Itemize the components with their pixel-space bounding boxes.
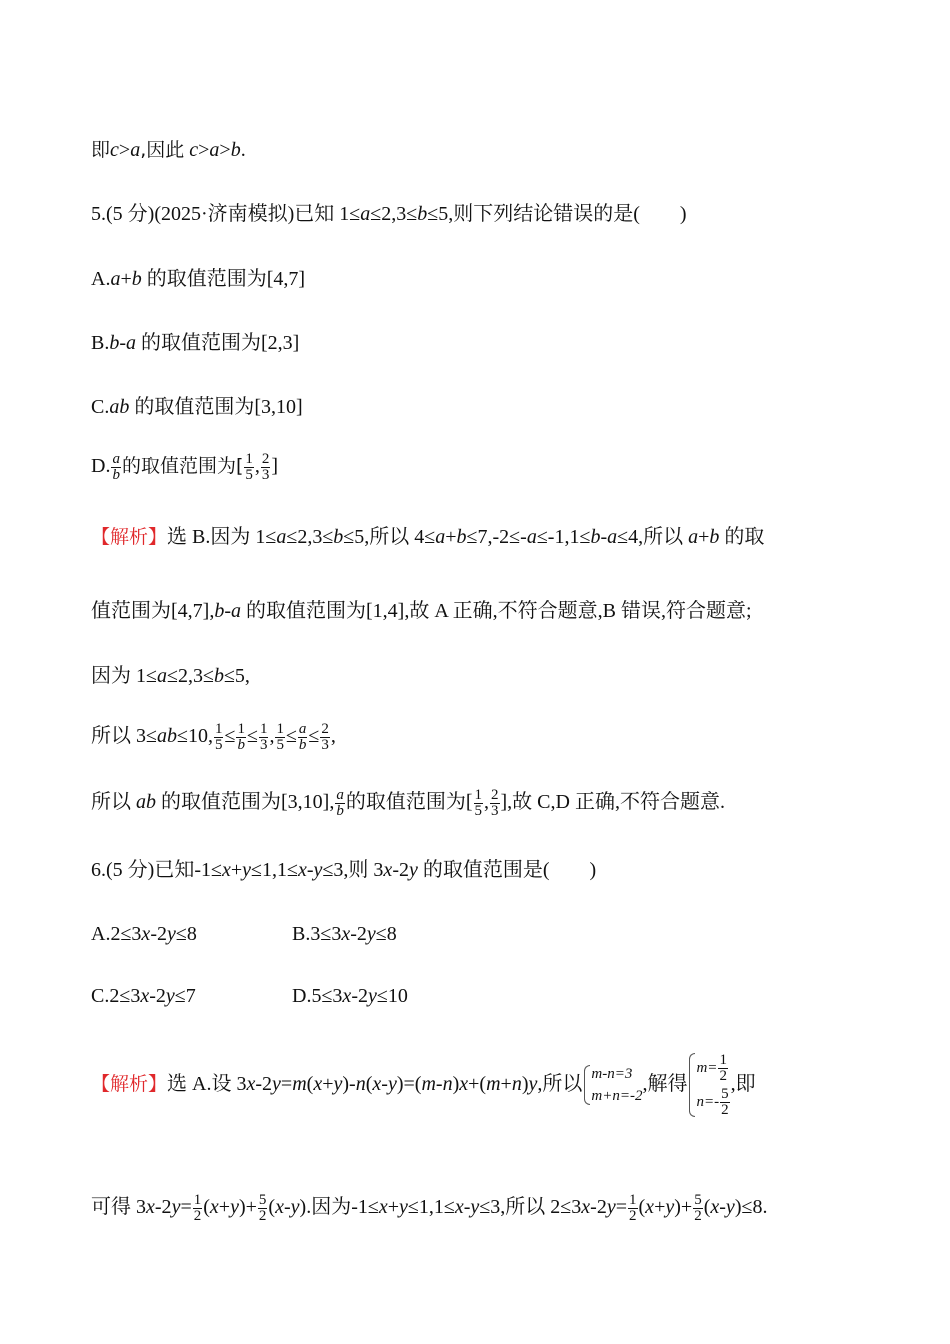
denominator: 5 <box>474 803 482 819</box>
var: x <box>221 859 231 881</box>
text: , <box>269 725 275 748</box>
var: y <box>290 1196 300 1219</box>
intro-line <box>91 136 246 164</box>
fraction <box>474 788 484 819</box>
var: x <box>342 985 352 1007</box>
text: ≤2,3≤ <box>286 526 334 548</box>
text: ( <box>638 1196 646 1219</box>
text: )+ <box>238 1196 257 1219</box>
option-label: C.2≤3 <box>91 985 141 1007</box>
var: b <box>709 526 720 548</box>
option-a[interactable] <box>91 923 197 945</box>
fraction <box>693 1193 703 1224</box>
text: - <box>306 859 314 881</box>
var: m <box>292 1073 307 1095</box>
var: x <box>313 1073 323 1095</box>
var: x <box>378 1196 388 1219</box>
var: x <box>645 1196 655 1219</box>
var: x <box>275 1196 284 1219</box>
numerator: 1 <box>193 1192 202 1208</box>
var: c <box>110 139 119 161</box>
text: + <box>698 526 710 548</box>
var: y <box>230 1196 239 1219</box>
solution-5-line-2 <box>91 597 752 625</box>
option-label: B. <box>91 332 110 354</box>
text: -2 <box>392 859 409 881</box>
var: x <box>341 923 351 945</box>
text: ≤5,所以 4≤ <box>343 526 436 548</box>
text: + <box>387 1196 400 1219</box>
text: ≤3,所以 2≤3 <box>479 1196 582 1219</box>
text: - <box>381 1073 388 1095</box>
text: )- <box>342 1073 356 1095</box>
denominator: 5 <box>245 467 253 483</box>
answer-blank[interactable] <box>550 859 590 881</box>
text: -2 <box>351 985 368 1007</box>
fraction <box>261 452 271 483</box>
text: + <box>120 268 132 290</box>
var: b <box>590 526 601 548</box>
fraction <box>244 452 254 483</box>
option-label: B.3≤3 <box>292 923 342 945</box>
text: > <box>219 139 231 161</box>
text: -2 <box>154 1196 172 1219</box>
denominator: b <box>336 803 344 819</box>
var: x <box>383 859 393 881</box>
text: > <box>198 139 210 161</box>
option-label: C. <box>91 396 110 418</box>
var: b <box>214 600 225 622</box>
fraction <box>214 722 224 753</box>
var: x <box>372 1073 382 1095</box>
numerator: 2 <box>321 721 329 737</box>
var: b <box>333 526 344 548</box>
var: b <box>417 203 428 225</box>
var: y <box>528 1073 538 1095</box>
text: ( <box>365 1073 373 1095</box>
text: ( <box>203 1196 210 1219</box>
text: ≤ <box>246 725 258 748</box>
var: y <box>367 985 377 1007</box>
denominator: 2 <box>719 1068 727 1085</box>
var: y <box>165 985 175 1007</box>
numerator: 1 <box>629 1192 637 1208</box>
denominator: 2 <box>694 1208 702 1224</box>
text: - <box>119 332 127 354</box>
fraction <box>718 1053 728 1084</box>
text: = <box>180 1196 192 1219</box>
var: y <box>313 859 323 881</box>
text: ≤7,-2≤- <box>466 526 527 548</box>
numerator: 1 <box>237 721 245 737</box>
text: ≤3,则 3 <box>322 859 384 881</box>
text: ≤8 <box>175 923 197 945</box>
option-text: 的取值范围为[2,3] <box>136 332 300 354</box>
var: a <box>156 665 167 687</box>
numerator: 1 <box>259 721 268 737</box>
option-text: 的取值范围为[4,7] <box>141 268 306 290</box>
var: b <box>456 526 467 548</box>
var: m <box>421 1073 436 1095</box>
numerator: 1 <box>276 721 284 737</box>
var: x <box>140 985 150 1007</box>
fraction <box>236 722 246 753</box>
text: ≤2,3≤ <box>166 665 214 687</box>
text: -2 <box>350 923 367 945</box>
var: y <box>399 1196 408 1219</box>
text: ).因为-1≤ <box>299 1196 379 1219</box>
text: ≤5, <box>223 665 250 687</box>
var: a <box>688 526 699 548</box>
denominator: 3 <box>491 803 499 819</box>
text: 值范围为[4,7], <box>91 600 215 622</box>
var: ab <box>156 725 177 748</box>
text: ] <box>271 455 279 478</box>
fraction <box>298 722 308 753</box>
option-d[interactable] <box>91 452 278 483</box>
equation: m-n=3 <box>591 1066 633 1083</box>
text: 的取值范围为[1,4],故 A 正确,不符合题意,B 错误,符合题意; <box>241 600 752 622</box>
text: , <box>254 455 260 478</box>
var: x <box>141 923 151 945</box>
solution-5-line-4 <box>91 722 336 753</box>
denominator: 2 <box>193 1208 202 1224</box>
text: ,所以 <box>537 1073 583 1095</box>
denominator: 2 <box>258 1208 267 1224</box>
text: ≤5,则下列结论错误的是( <box>427 203 640 225</box>
text: ≤-1,1≤ <box>536 526 591 548</box>
solution-5-line-5 <box>91 788 725 819</box>
numerator: 1 <box>474 787 482 803</box>
text: 所以 <box>91 791 136 814</box>
text: , <box>484 791 489 814</box>
option-c[interactable] <box>91 393 303 421</box>
text: ) <box>589 859 597 881</box>
text: - <box>600 526 608 548</box>
var: a <box>360 203 371 225</box>
analysis-tag: 【解析】 <box>91 1073 168 1095</box>
numerator: 5 <box>694 1192 702 1208</box>
option-text: 的取值范围为[3,10] <box>129 396 303 418</box>
var: b <box>213 665 224 687</box>
text: + <box>654 1196 666 1219</box>
question-5-stem <box>91 200 687 228</box>
var: x <box>710 1196 720 1219</box>
var: b <box>230 139 241 161</box>
text: -2 <box>255 1073 273 1095</box>
var: y <box>366 923 376 945</box>
var: x <box>581 1196 591 1219</box>
var: y <box>242 859 252 881</box>
solution-6-line-2 <box>91 1193 767 1224</box>
var: y <box>665 1196 675 1219</box>
text: - <box>435 1073 443 1095</box>
var: y <box>166 923 176 945</box>
option-label: A. <box>91 268 111 290</box>
numerator: 2 <box>261 451 270 467</box>
text: = <box>615 1196 627 1219</box>
numerator: 1 <box>214 721 223 737</box>
text: - <box>463 1196 471 1219</box>
text: ) <box>521 1073 529 1095</box>
var: y <box>333 1073 343 1095</box>
var: ab <box>109 396 130 418</box>
var: ab <box>136 791 156 814</box>
option-a[interactable] <box>91 265 305 293</box>
var: a <box>130 139 141 161</box>
text: - <box>719 1196 726 1219</box>
numerator: 5 <box>258 1192 267 1208</box>
numerator: a <box>298 721 307 737</box>
text: 因为 1≤ <box>91 665 157 687</box>
var: y <box>470 1196 480 1219</box>
denominator: 3 <box>261 467 270 483</box>
var: a <box>231 600 241 622</box>
text: )=( <box>396 1073 422 1095</box>
text: ( <box>703 1196 711 1219</box>
numerator: a <box>336 787 344 803</box>
var: a <box>607 526 618 548</box>
text: -2 <box>590 1196 607 1219</box>
option-d[interactable] <box>292 982 408 1010</box>
denominator: b <box>237 737 245 753</box>
text: ,解得 <box>642 1073 688 1095</box>
var: a <box>435 526 446 548</box>
text: 的取值范围为[3,10], <box>156 791 335 814</box>
numerator: 5 <box>721 1086 729 1103</box>
text: 6.(5 分)已知-1≤ <box>91 859 222 881</box>
denominator: b <box>112 467 120 483</box>
var: b <box>131 268 142 290</box>
var: b <box>109 332 120 354</box>
text: ≤ <box>308 725 320 748</box>
text: ≤7 <box>174 985 196 1007</box>
equation <box>696 1085 730 1119</box>
text: ≤10, <box>176 725 213 748</box>
option-b[interactable] <box>292 920 397 948</box>
text: ≤ <box>224 725 236 748</box>
text: 选 A.设 3 <box>167 1073 247 1095</box>
option-b[interactable] <box>91 329 299 357</box>
text: ≤ <box>285 725 297 748</box>
question-6-stem <box>91 856 596 884</box>
fraction <box>111 452 121 483</box>
var: y <box>408 859 418 881</box>
var: x <box>146 1196 155 1219</box>
question-6-options-row-1 <box>91 920 491 948</box>
var: n <box>442 1073 453 1095</box>
var: y <box>387 1073 397 1095</box>
solution-5-line-1 <box>91 523 764 551</box>
text: ( <box>268 1196 276 1219</box>
fraction <box>720 1087 730 1118</box>
fraction <box>490 788 500 819</box>
text: )+ <box>674 1196 693 1219</box>
var: x <box>454 1196 464 1219</box>
var: x <box>297 859 307 881</box>
text: 的取值范围为[ <box>345 791 473 814</box>
solution-system <box>687 1051 730 1119</box>
denominator: 3 <box>321 737 329 753</box>
text: ( <box>306 1073 314 1095</box>
analysis-tag: 【解析】 <box>91 526 168 548</box>
text: ≤4,所以 <box>617 526 689 548</box>
numerator: a <box>112 451 120 467</box>
text: ≤1,1≤ <box>251 859 298 881</box>
text: ,即 <box>730 1073 756 1095</box>
denominator: 5 <box>276 737 284 753</box>
text: 即 <box>91 139 111 161</box>
var: x <box>459 1073 469 1095</box>
var: m <box>486 1073 501 1095</box>
var: a <box>526 526 537 548</box>
fraction <box>275 722 285 753</box>
equation: m+n=-2 <box>591 1088 643 1105</box>
text: ≤2,3≤ <box>370 203 418 225</box>
text: 5.(5 分)(2025·济南模拟)已知 1≤ <box>91 203 361 225</box>
option-c[interactable] <box>91 985 196 1007</box>
var: c <box>189 139 199 161</box>
text: , <box>330 725 336 748</box>
fraction <box>628 1193 638 1224</box>
text: ≤1,1≤ <box>407 1196 455 1219</box>
text: )≤8. <box>734 1196 768 1219</box>
solution-5-line-3 <box>91 662 250 690</box>
text: ) <box>679 203 687 225</box>
var: y <box>272 1073 281 1095</box>
var: x <box>209 1196 219 1219</box>
text: ≤10 <box>376 985 408 1007</box>
denominator: 5 <box>214 737 223 753</box>
text: + <box>230 859 243 881</box>
text: + <box>218 1196 231 1219</box>
text: -2 <box>149 985 166 1007</box>
text: + <box>322 1073 334 1095</box>
text: + <box>445 526 457 548</box>
option-label: D. <box>91 455 111 478</box>
text: > <box>118 139 131 161</box>
denominator: b <box>298 737 307 753</box>
text: -2 <box>150 923 167 945</box>
text: = <box>280 1073 293 1095</box>
fraction <box>320 722 330 753</box>
numerator: 1 <box>719 1052 727 1069</box>
text: . <box>240 139 246 161</box>
var: y <box>606 1196 616 1219</box>
option-text: 的取值范围为[ <box>121 455 244 478</box>
text: ],故 C,D 正确,不符合题意. <box>500 791 725 814</box>
fraction <box>259 722 269 753</box>
text: n=- <box>696 1094 720 1111</box>
var: n <box>355 1073 366 1095</box>
fraction <box>193 1193 203 1224</box>
fraction <box>335 788 345 819</box>
denominator: 2 <box>721 1102 729 1119</box>
text: ≤8 <box>375 923 397 945</box>
text: - <box>283 1196 291 1219</box>
var: a <box>126 332 137 354</box>
question-6-options-row-2 <box>91 982 491 1010</box>
text: ,因此 <box>140 139 185 161</box>
text: 的取值范围是( <box>417 859 550 881</box>
answer-blank[interactable] <box>640 203 680 225</box>
var: a <box>209 139 220 161</box>
option-label: D.5≤3 <box>292 985 343 1007</box>
text: 选 B.因为 1≤ <box>167 526 277 548</box>
fraction <box>258 1193 268 1224</box>
text: + <box>500 1073 512 1095</box>
text: ) <box>452 1073 460 1095</box>
solution-6-line-1 <box>91 1048 756 1120</box>
equation <box>696 1051 730 1085</box>
var: a <box>110 268 121 290</box>
var: y <box>725 1196 735 1219</box>
text: 的取 <box>719 526 765 548</box>
equation-system <box>582 1063 642 1107</box>
denominator: 2 <box>629 1208 637 1224</box>
var: x <box>246 1073 256 1095</box>
var: n <box>511 1073 522 1095</box>
var: y <box>171 1196 181 1219</box>
numerator: 2 <box>491 787 499 803</box>
text: 所以 3≤ <box>91 725 157 748</box>
text: - <box>224 600 231 622</box>
var: a <box>276 526 287 548</box>
text: +( <box>468 1073 487 1095</box>
option-label: A.2≤3 <box>91 923 142 945</box>
text: 可得 3 <box>91 1196 146 1219</box>
text: m= <box>696 1060 718 1077</box>
numerator: 1 <box>245 451 253 467</box>
denominator: 3 <box>259 737 268 753</box>
